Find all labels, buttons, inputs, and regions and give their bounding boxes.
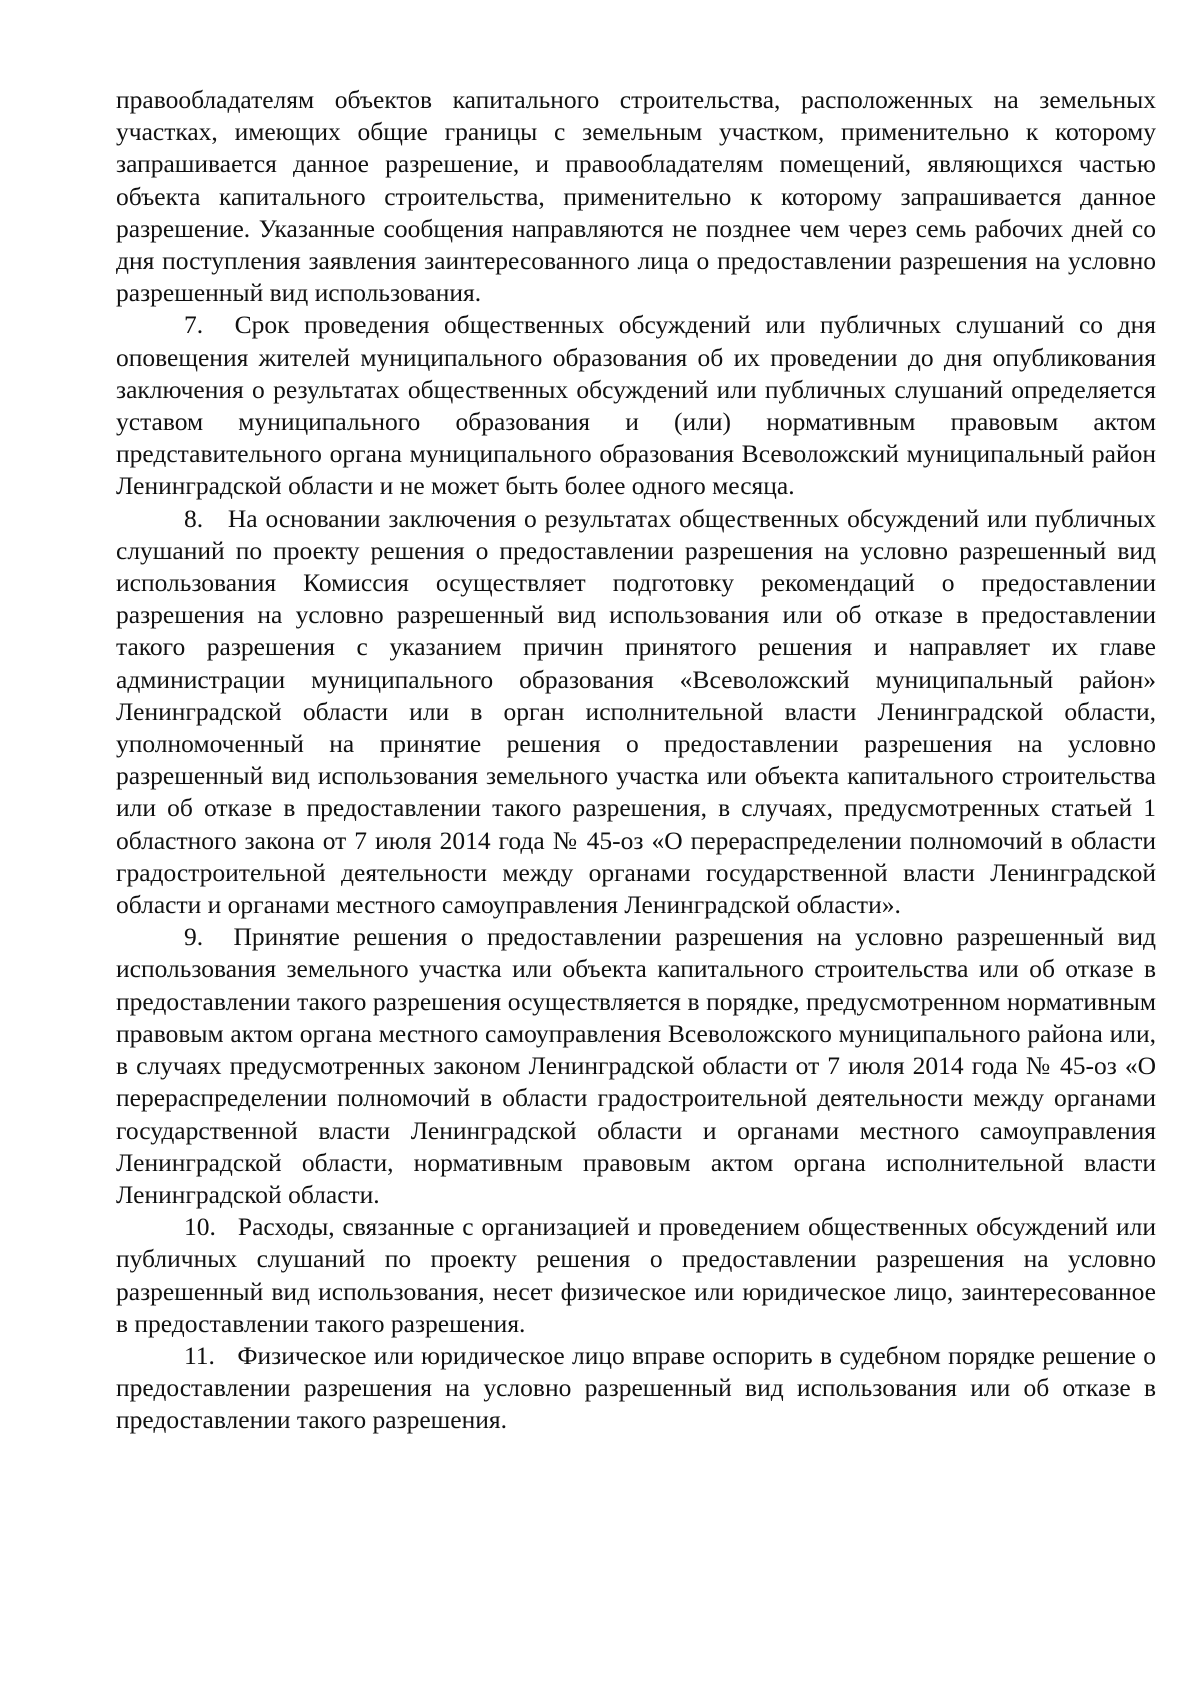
document-body <box>116 84 1156 1437</box>
paragraph-text: Принятие решения о предоставлении разрешения на условно разрешенный вид использования земельного участка или объекта капитального строительства или об отказе в предоставлении такого разрешения осуществляется в порядке, предусмотренном нормативным правовым актом органа местного самоуправления Всеволожского муниципального района или, в случаях предусмотренных законом Ленинградской области от 7 июля 2014 года № 45-оз «О перераспределении полномочий в области градостроительной деятельности между органами государственной власти Ленинградской области и органами местного самоуправления Ленинградской области, нормативным правовым актом органа исполнительной власти Ленинградской области. <box>116 922 1156 1209</box>
paragraph-number: 11. <box>184 1340 215 1370</box>
paragraph-number: 10. <box>184 1212 216 1242</box>
paragraph-number: 7. <box>184 310 204 340</box>
paragraph-8 <box>116 503 1156 922</box>
paragraph-11 <box>116 1340 1156 1437</box>
paragraph-number: 8. <box>184 503 204 533</box>
paragraph-10 <box>116 1211 1156 1340</box>
paragraph-text: Расходы, связанные с организацией и проведением общественных обсуждений или публичных слушаний по проекту решения о предоставлении разрешения на условно разрешенный вид использования, несет физическое или юридическое лицо, заинтересованное в предоставлении такого разрешения. <box>116 1212 1156 1338</box>
paragraph-text: Срок проведения общественных обсуждений или публичных слушаний со дня оповещения жителей муниципального образования об их проведении до дня опубликования заключения о результатах общественных обсуждений или публичных слушаний определяется уставом муниципального образования и (или) нормативным правовым актом представительного органа муниципального образования Всеволожский муниципальный район Ленинградской области и не может быть более одного месяца. <box>116 310 1157 501</box>
paragraph-7 <box>116 309 1156 502</box>
paragraph-9 <box>116 921 1156 1211</box>
paragraph-text: На основании заключения о результатах общественных обсуждений или публичных слушаний по проекту решения о предоставлении разрешения на условно разрешенный вид использования Комиссия осуществляет подготовку рекомендаций о предоставлении разрешения на условно разрешенный вид использования или об отказе в предоставлении такого разрешения с указанием причин принятого решения и направляет их главе администрации муниципального образования «Всеволожский муниципальный район» Ленинградской области или в орган исполнительной власти Ленинградской области, уполномоченный на принятие решения о предоставлении разрешения на условно разрешенный вид использования земельного участка или объекта капитального строительства или об отказе в предоставлении такого разрешения, в случаях, предусмотренных статьей 1 областного закона от 7 июля 2014 года № 45-оз «О перераспределении полномочий в области градостроительной деятельности между органами государственной власти Ленинградской области и органами местного самоуправления Ленинградской области». <box>116 503 1156 920</box>
paragraph-text: правообладателям объектов капитального строительства, расположенных на земельных участках, имеющих общие границы с земельным участком, применительно к которому запрашивается данное разрешение, и правообладателям помещений, являющихся частью объекта капитального строительства, применительно к которому запрашивается данное разрешение. Указанные сообщения направляются не позднее чем через семь рабочих дней со дня поступления заявления заинтересованного лица о предоставлении разрешения на условно разрешенный вид использования. <box>116 85 1156 308</box>
paragraph-text: Физическое или юридическое лицо вправе оспорить в судебном порядке решение о предоставлении разрешения на условно разрешенный вид использования или об отказе в предоставлении такого разрешения. <box>116 1340 1157 1435</box>
paragraph-continuation <box>116 84 1156 309</box>
paragraph-number: 9. <box>184 922 204 952</box>
